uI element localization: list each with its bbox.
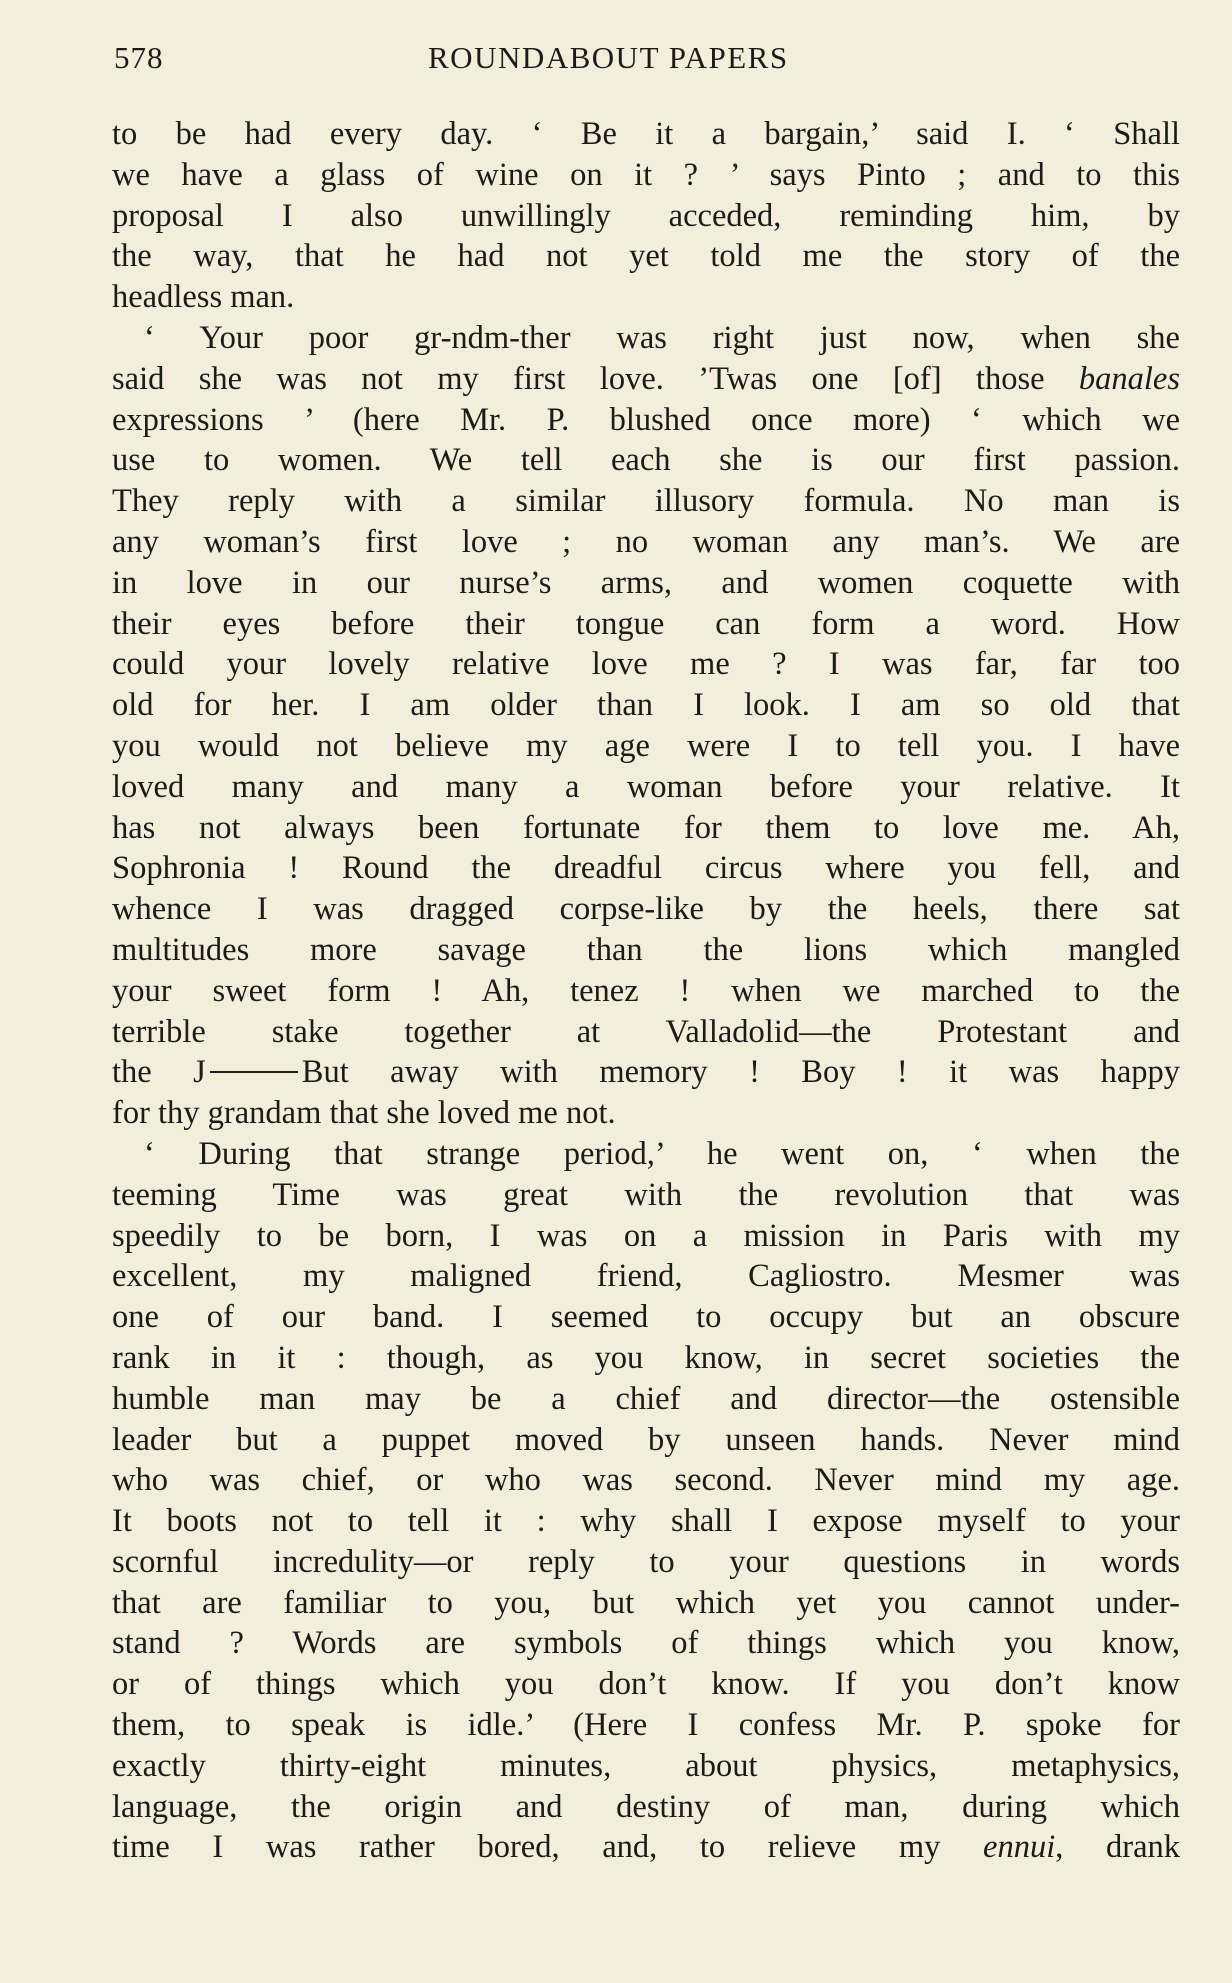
text-line: teeming Time was great with the revolution that was	[112, 1176, 1180, 1213]
text-line: excellent, my maligned friend, Cagliostro. Mesmer was	[112, 1258, 1180, 1295]
book-page	[112, 40, 1180, 1868]
text-fragment: said she was not my first love. ’Twas one [of] those	[112, 360, 1045, 397]
text-line: stand ? Words are symbols of things which you know,	[112, 1625, 1180, 1662]
text-line: headless man.	[112, 279, 295, 316]
text-line: or of things which you don’t know. If you don’t know	[112, 1666, 1180, 1703]
body-text	[112, 114, 1180, 1868]
text-line: multitudes more savage than the lions which mangled	[112, 931, 1180, 968]
text-line: the way, that he had not yet told me the story of the	[112, 238, 1180, 275]
text-line: It boots not to tell it : why shall I expose myself to your	[112, 1503, 1180, 1540]
text-line: leader but a puppet moved by unseen hands. Never mind	[112, 1421, 1180, 1458]
running-title: ROUNDABOUT PAPERS	[428, 40, 789, 75]
text-line: ‘ During that strange period,’ he went on, ‘ when the	[144, 1135, 1180, 1172]
text-line: in love in our nurse’s arms, and women coquette with	[112, 564, 1180, 601]
text-line: any woman’s first love ; no woman any man’s. We are	[112, 523, 1180, 560]
italic-word: ennui	[983, 1829, 1056, 1866]
text-line: could your lovely relative love me ? I was far, far too	[112, 646, 1180, 683]
text-line: you would not believe my age were I to tell you. I have	[112, 727, 1180, 764]
text-line: Sophronia ! Round the dreadful circus where you fell, and	[112, 850, 1180, 887]
text-line: them, to speak is idle.’ (Here I confess Mr. P. spoke for	[112, 1707, 1180, 1744]
text-line: loved many and many a woman before your relative. It	[112, 768, 1180, 805]
text-line	[112, 359, 1180, 400]
text-line: rank in it : though, as you know, in secret societies the	[112, 1339, 1180, 1376]
text-line: old for her. I am older than I look. I am so old that	[112, 687, 1180, 724]
text-fragment: But away with memory ! Boy ! it was happy	[301, 1054, 1180, 1091]
text-line: language, the origin and destiny of man, during which	[112, 1788, 1180, 1825]
text-line: proposal I also unwillingly acceded, reminding him, by	[112, 197, 1180, 234]
page-number: 578	[114, 40, 164, 75]
em-dash-rule	[210, 1071, 298, 1073]
text-line: use to women. We tell each she is our first passion.	[112, 442, 1180, 479]
text-line	[112, 1827, 1180, 1868]
text-line: has not always been fortunate for them to love me. Ah,	[112, 809, 1180, 846]
text-line: They reply with a similar illusory formula. No man is	[112, 483, 1180, 520]
text-line	[112, 1052, 1180, 1093]
text-line: we have a glass of wine on it ? ’ says Pinto ; and to this	[112, 156, 1180, 193]
text-line: one of our band. I seemed to occupy but an obscure	[112, 1299, 1180, 1336]
text-line: terrible stake together at Valladolid—the Protestant and	[112, 1013, 1180, 1050]
text-line: exactly thirty-eight minutes, about physics, metaphysics,	[112, 1747, 1180, 1784]
text-line: for thy grandam that she loved me not.	[112, 1095, 616, 1132]
text-line: their eyes before their tongue can form a word. How	[112, 605, 1180, 642]
text-line: that are familiar to you, but which yet you cannot under-	[112, 1584, 1180, 1621]
text-line: scornful incredulity—or reply to your questions in words	[112, 1543, 1180, 1580]
text-line: who was chief, or who was second. Never mind my age.	[112, 1462, 1180, 1499]
text-line: whence I was dragged corpse-like by the heels, there sat	[112, 891, 1180, 928]
text-fragment: time I was rather bored, and, to relieve my	[112, 1829, 941, 1866]
text-line: to be had every day. ‘ Be it a bargain,’ said I. ‘ Shall	[112, 116, 1180, 152]
italic-word: banales	[1078, 360, 1181, 397]
text-line: speedily to be born, I was on a mission in Paris with my	[112, 1217, 1180, 1254]
text-line: expressions ’ (here Mr. P. blushed once more) ‘ which we	[112, 401, 1180, 438]
running-head	[112, 40, 1180, 88]
text-line: ‘ Your poor gr-ndm-ther was right just now, when she	[144, 319, 1180, 356]
text-fragment: the J	[112, 1054, 206, 1091]
text-line: your sweet form ! Ah, tenez ! when we marched to the	[112, 972, 1180, 1009]
text-line: humble man may be a chief and director—the ostensible	[112, 1380, 1180, 1417]
text-fragment: , drank	[1055, 1829, 1181, 1866]
